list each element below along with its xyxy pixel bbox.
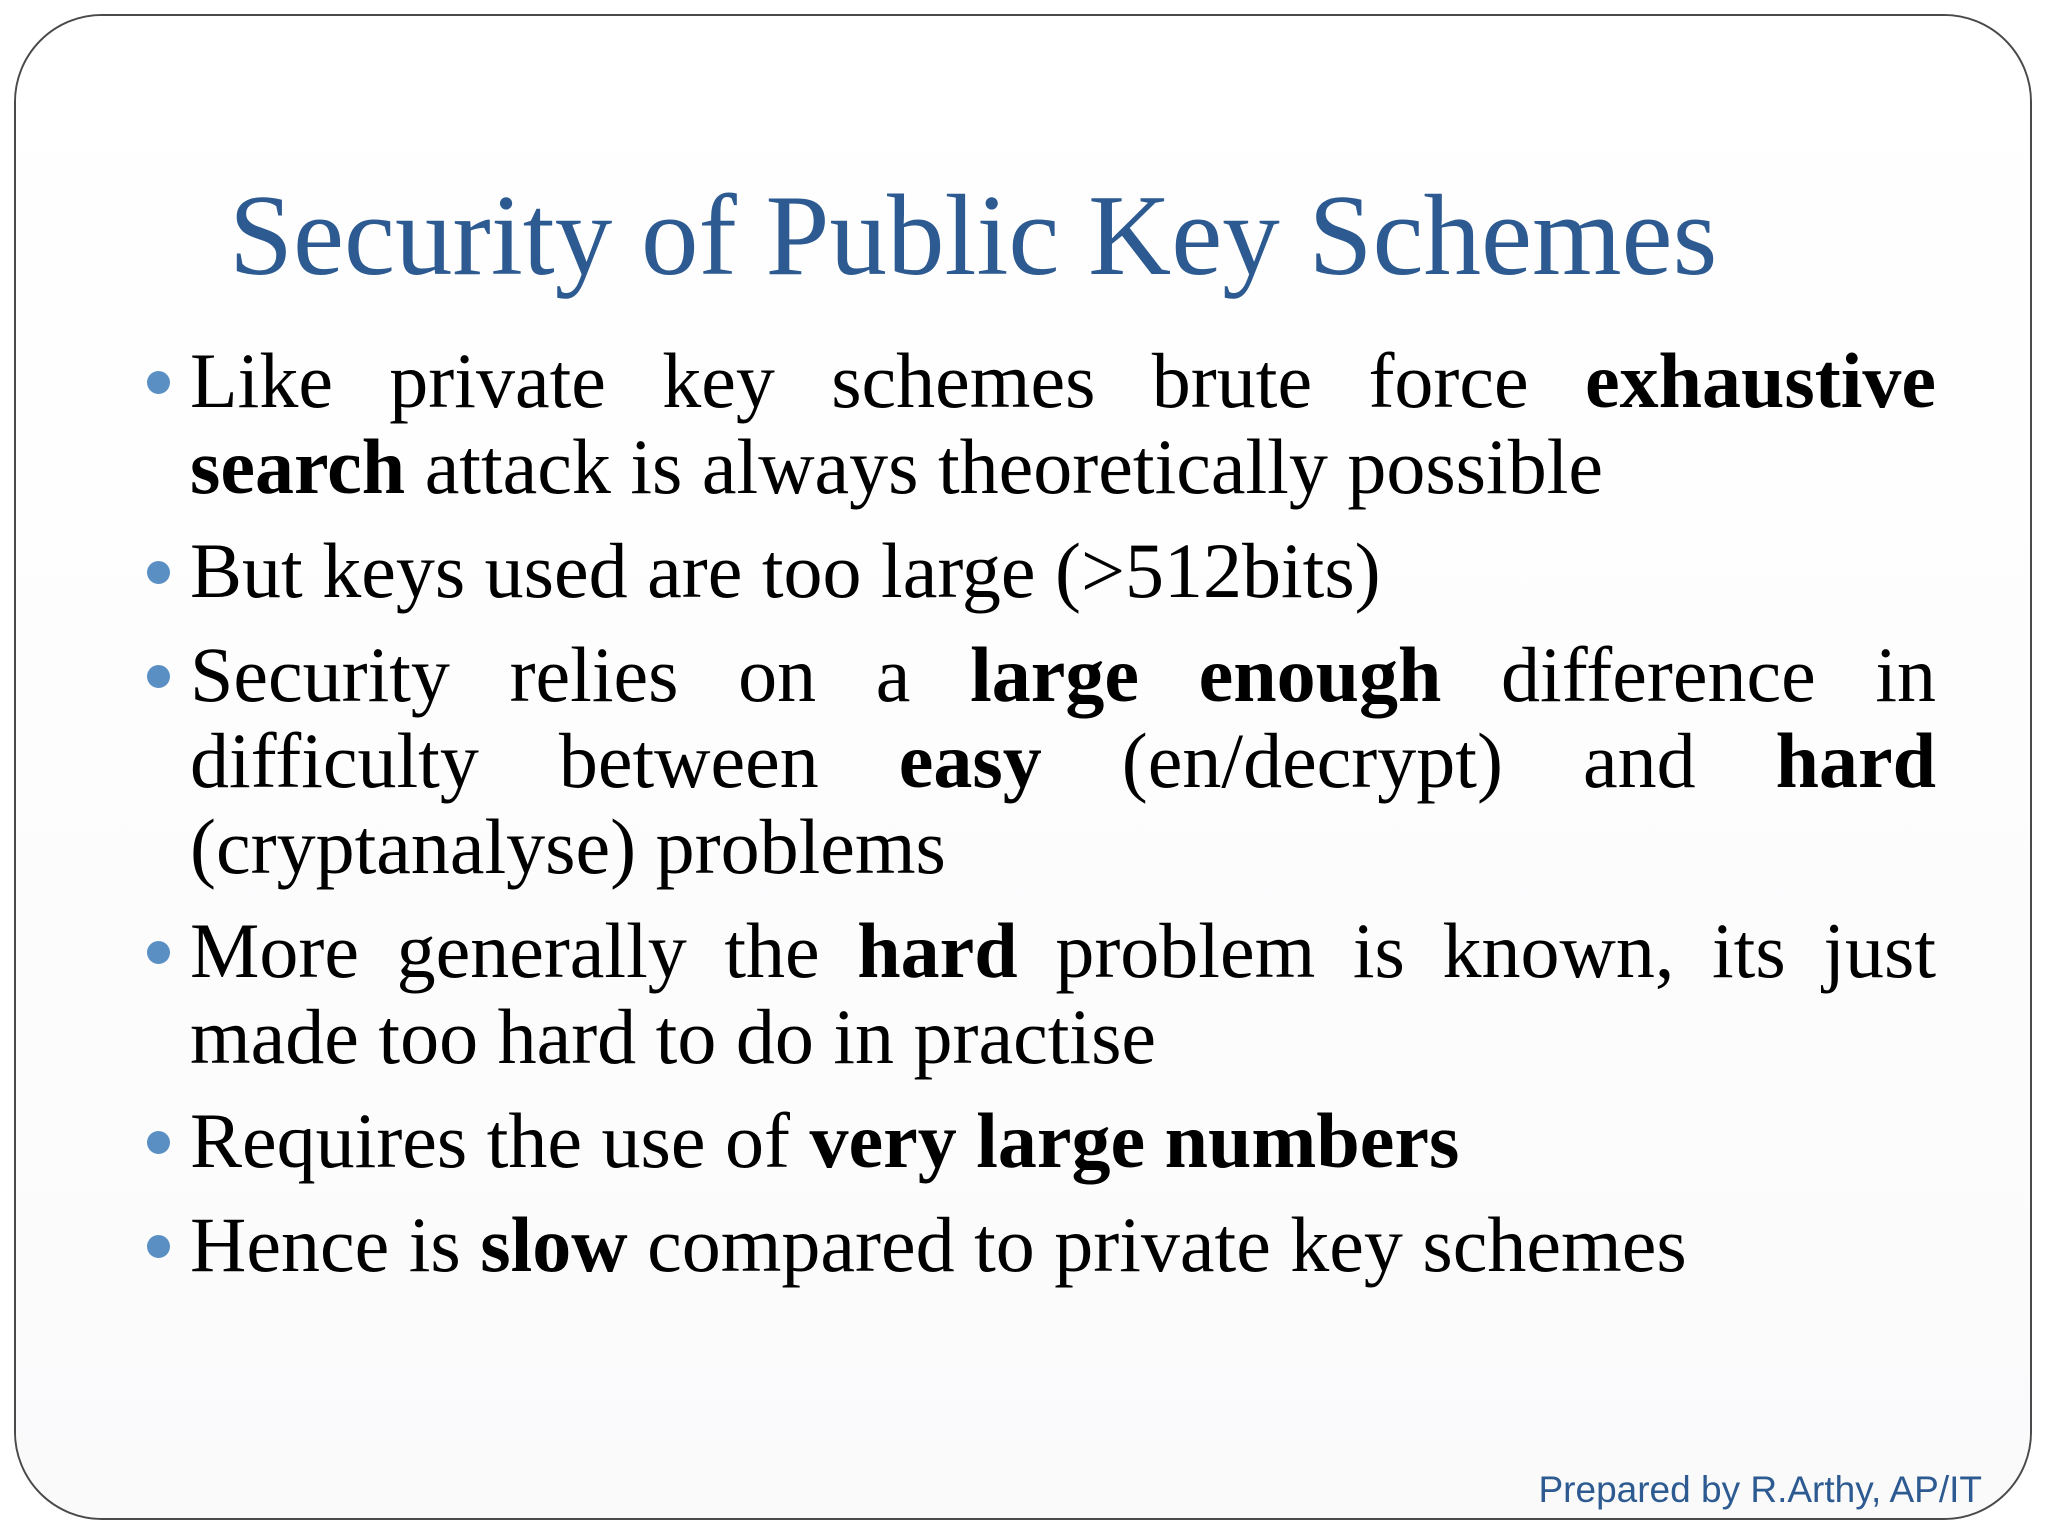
bullet-dot-icon (147, 665, 170, 688)
bullet-text: Like private key schemes brute force (190, 337, 1585, 424)
bullet-item (136, 1098, 1936, 1184)
bullet-dot-icon (147, 1235, 170, 1258)
bullet-text: But keys used are too large (>512bits) (190, 527, 1381, 614)
bullet-text: Security relies on a (190, 631, 971, 718)
bullet-text: difference in difficulty between (190, 631, 1937, 804)
bullet-text: compared to private key schemes (627, 1201, 1687, 1288)
bullet-item (136, 528, 1936, 614)
bullet-emphasis-text: slow (480, 1201, 628, 1288)
bullet-dot-icon (147, 371, 170, 394)
bullet-text: (cryptanalyse) problems (190, 803, 946, 890)
footer-credit: Prepared by R.Arthy, AP/IT (1538, 1468, 1982, 1510)
bullet-item (136, 1202, 1936, 1288)
bullet-text: (en/decrypt) and (1041, 717, 1776, 804)
bullet-item (136, 908, 1936, 1080)
bullet-emphasis-text: easy (898, 717, 1042, 804)
bullet-text: problem is known, its just made too hard to do in practise (190, 907, 1936, 1080)
bullet-dot-icon (147, 941, 170, 964)
slide (14, 14, 2032, 1520)
bullet-emphasis-text: large enough (970, 631, 1442, 718)
slide-title: Security of Public Key Schemes (229, 172, 1718, 299)
bullet-text: attack is always theoretically possible (405, 423, 1603, 510)
bullet-item (136, 338, 1936, 510)
bullet-text: More generally the (190, 907, 858, 994)
bullet-dot-icon (147, 1131, 170, 1154)
bullet-list (136, 338, 1936, 1306)
bullet-emphasis-text: very large numbers (809, 1097, 1460, 1184)
bullet-dot-icon (147, 561, 170, 584)
bullet-text: Requires the use of (190, 1097, 810, 1184)
bullet-emphasis-text: hard (1775, 717, 1936, 804)
bullet-item (136, 632, 1936, 890)
bullet-emphasis-text: exhaustive search (190, 337, 1936, 510)
bullet-text: Hence is (190, 1201, 481, 1288)
bullet-emphasis-text: hard (857, 907, 1018, 994)
